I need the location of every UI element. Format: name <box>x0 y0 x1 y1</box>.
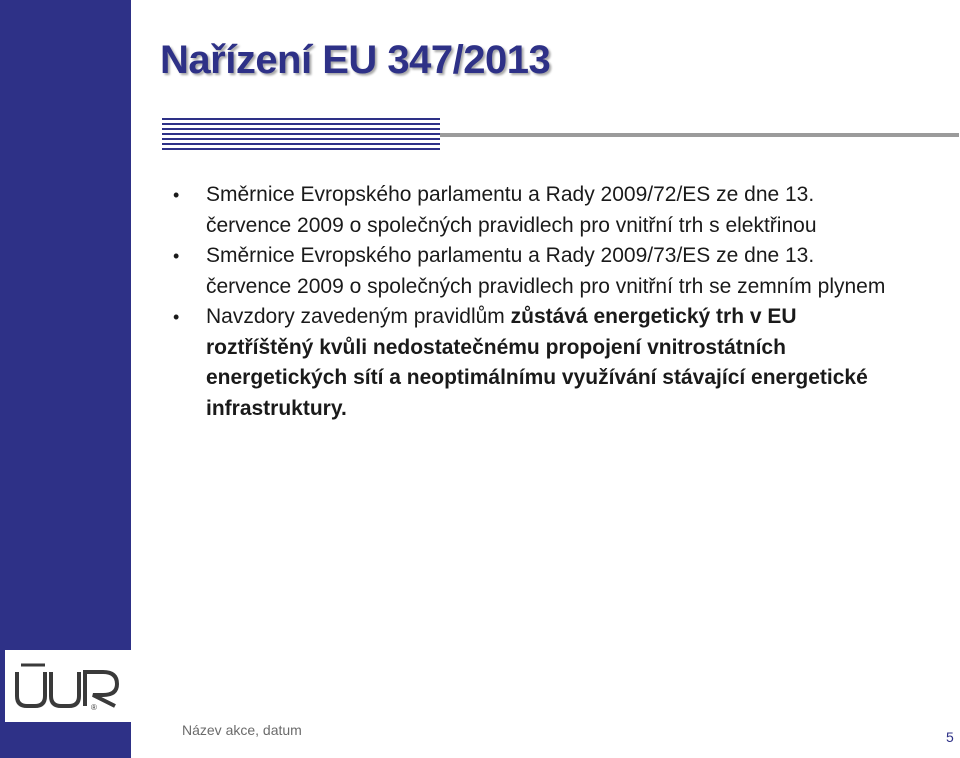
registered-mark: ® <box>91 703 97 712</box>
bullet-item <box>173 180 893 241</box>
logo <box>5 650 131 722</box>
bullet-dot-icon: • <box>173 185 180 205</box>
bullet-dot-icon: • <box>173 307 180 327</box>
bullet-text: Směrnice Evropského parlamentu a Rady 2009/73/ES ze dne 13. července 2009 o společných pravidlech pro vnitřní trh se zemním plynem <box>206 244 886 298</box>
title-stripes <box>162 118 440 152</box>
page-number: 5 <box>946 729 954 745</box>
bullet-text-plain: Navzdory zavedeným pravidlům <box>206 305 511 328</box>
footer-event: Název akce, datum <box>182 722 302 738</box>
bullet-item <box>173 302 893 424</box>
bullet-list <box>173 180 893 424</box>
bullet-dot-icon: • <box>173 246 180 266</box>
bullet-item <box>173 241 893 302</box>
title-divider <box>440 133 959 137</box>
bullet-text: Směrnice Evropského parlamentu a Rady 2009/72/ES ze dne 13. července 2009 o společných pravidlech pro vnitřní trh s elektřinou <box>206 183 817 237</box>
slide-title: Nařízení EU 347/2013 <box>160 38 551 82</box>
sidebar-band <box>0 0 131 758</box>
uur-logo-icon <box>5 650 131 722</box>
bullet-text-bold: zůstává energetický trh v EU roztříštěný kvůli nedostatečnému propojení vnitrostátních energetických sítí a neoptimálnímu využívání stávající energetické infrastruktury. <box>206 305 868 420</box>
